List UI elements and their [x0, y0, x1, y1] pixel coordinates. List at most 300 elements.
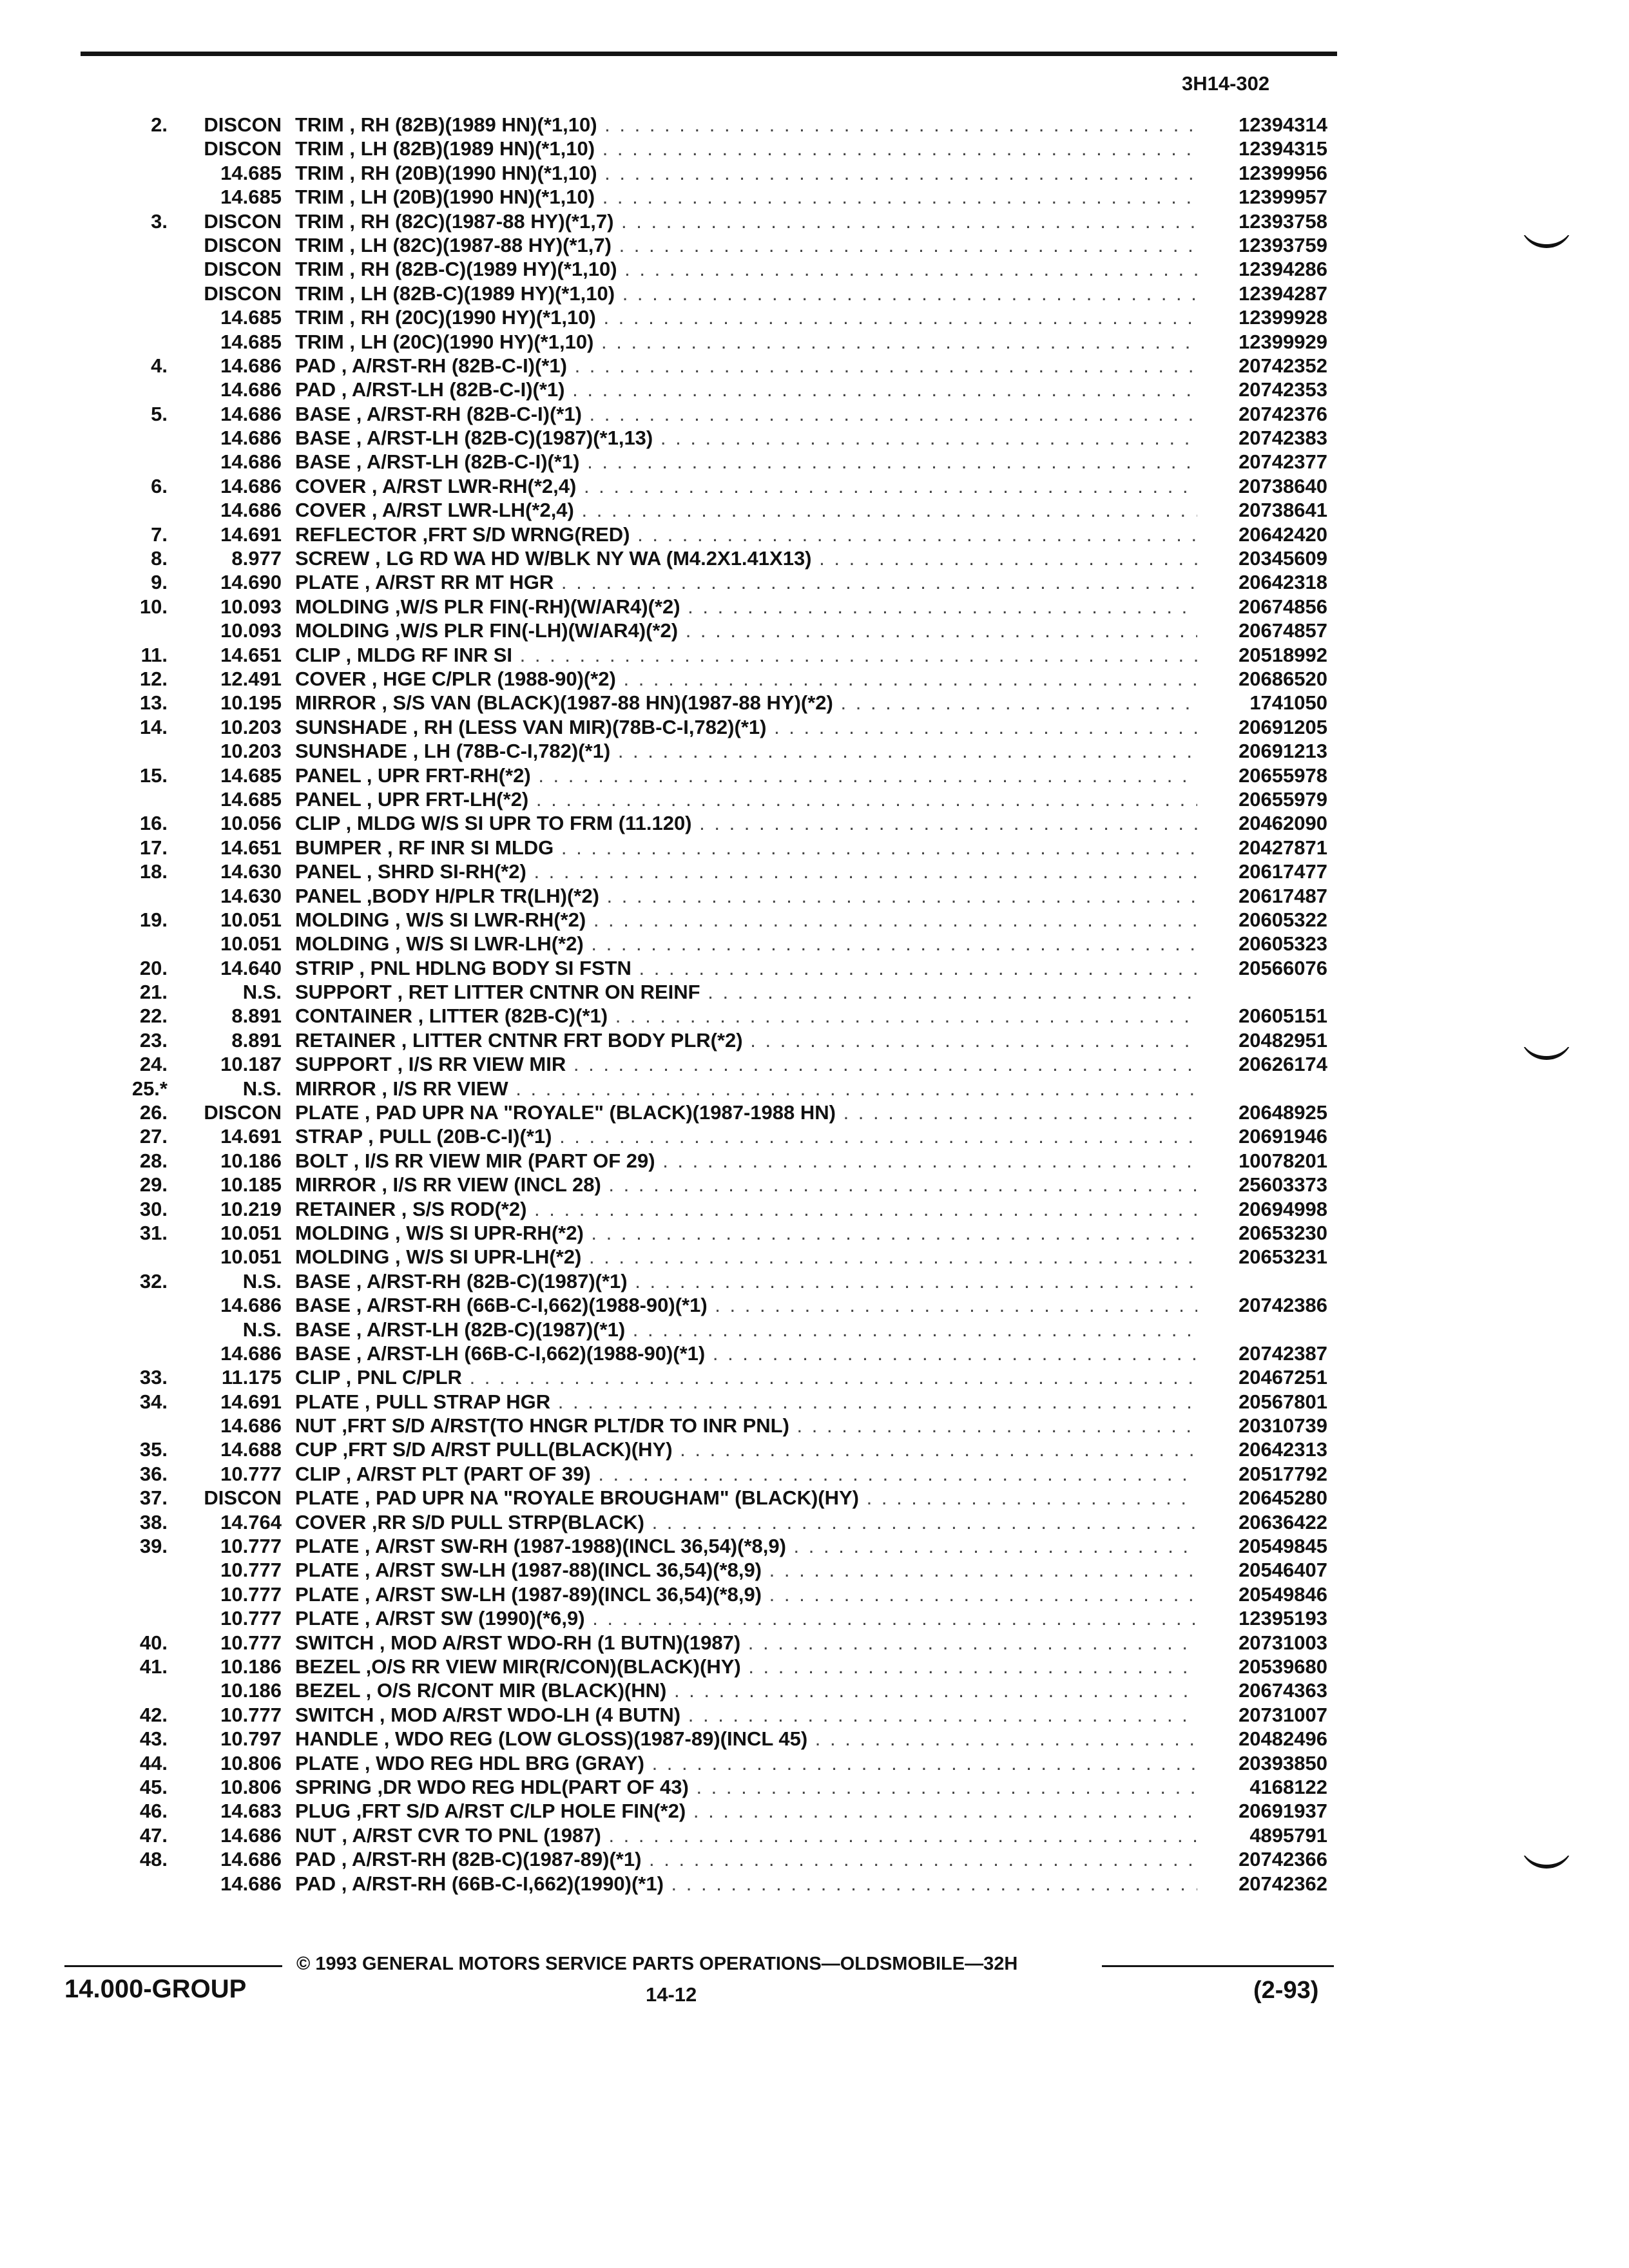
part-description: PLUG ,FRT S/D A/RST C/LP HOLE FIN(*2) . . . [295, 1799, 1197, 1823]
part-description: SUNSHADE , RH (LESS VAN MIR)(78B-C-I,782)(*1) . . . [295, 715, 1197, 739]
part-description: SWITCH , MOD A/RST WDO-RH (1 BUTN)(1987) . . . [295, 1631, 1197, 1655]
part-number: 12393759 [1239, 233, 1327, 256]
ref-number: 15. [139, 764, 168, 787]
group-number: 14.686 [220, 474, 282, 497]
part-description: BEZEL ,O/S RR VIEW MIR(R/CON)(BLACK)(HY) . . . [295, 1655, 1197, 1678]
ref-number: 6. [151, 474, 168, 497]
part-row [0, 1462, 1629, 1486]
part-description: PAD , A/RST-RH (82B-C-I)(*1) . . . [295, 354, 1197, 378]
part-description: BASE , A/RST-RH (66B-C-I,662)(1988-90)(*1) . . . [295, 1293, 1197, 1317]
part-row [0, 595, 1629, 619]
part-row [0, 1823, 1629, 1847]
ref-number: 40. [139, 1631, 168, 1654]
footer-rule [64, 1965, 282, 1967]
group-number: 14.691 [220, 523, 282, 546]
group-number: 8.891 [231, 1004, 282, 1028]
part-description: CLIP , A/RST PLT (PART OF 39) . . . [295, 1462, 1197, 1486]
group-number: 10.777 [220, 1462, 282, 1485]
group-number: 14.685 [220, 186, 282, 209]
part-number: 20742352 [1239, 354, 1327, 377]
part-description: BASE , A/RST-LH (82B-C-I)(*1) . . . [295, 450, 1197, 474]
part-description: TRIM , LH (20B)(1990 HN)(*1,10) . . . [295, 185, 1197, 209]
ref-number: 33. [139, 1366, 168, 1389]
part-description: MOLDING ,W/S PLR FIN(-LH)(W/AR4)(*2) . . . [295, 619, 1197, 642]
part-description: PLATE , A/RST SW-LH (1987-89)(INCL 36,54)(*8,9) . . . [295, 1582, 1197, 1606]
part-description: TRIM , LH (82B)(1989 HN)(*1,10) . . . [295, 137, 1197, 160]
part-number: 20517792 [1239, 1462, 1327, 1485]
group-number: 14.686 [220, 499, 282, 522]
part-number: 20393850 [1239, 1751, 1327, 1774]
ref-number: 24. [139, 1053, 168, 1076]
part-description: MOLDING , W/S SI UPR-LH(*2) . . . [295, 1245, 1197, 1269]
part-number: 20742383 [1239, 427, 1327, 450]
part-row [0, 1534, 1629, 1558]
part-number: 20617487 [1239, 884, 1327, 907]
part-number: 20731007 [1239, 1703, 1327, 1726]
ref-number: 16. [139, 812, 168, 835]
part-row [0, 1173, 1629, 1196]
part-description: TRIM , LH (82C)(1987-88 HY)(*1,7) . . . [295, 233, 1197, 257]
part-number: 20691946 [1239, 1125, 1327, 1148]
part-row [0, 1606, 1629, 1630]
group-number: DISCON [204, 113, 282, 136]
part-row [0, 667, 1629, 691]
ref-number: 37. [139, 1486, 168, 1510]
group-number: 14.686 [220, 1414, 282, 1437]
part-row [0, 523, 1629, 546]
ref-number: 30. [139, 1197, 168, 1220]
group-number: DISCON [204, 258, 282, 281]
part-number: 20691205 [1239, 715, 1327, 738]
part-number: 20549845 [1239, 1535, 1327, 1558]
part-number: 20642420 [1239, 523, 1327, 546]
part-description: MOLDING , W/S SI LWR-RH(*2) . . . [295, 908, 1197, 932]
part-row [0, 233, 1629, 257]
part-description: TRIM , RH (82B-C)(1989 HY)(*1,10) . . . [295, 257, 1197, 281]
part-row [0, 498, 1629, 522]
group-number: 14.685 [220, 330, 282, 353]
part-row [0, 1197, 1629, 1221]
group-number: 14.686 [220, 1341, 282, 1365]
part-number: 20686520 [1239, 667, 1327, 690]
group-number: 14.690 [220, 571, 282, 594]
part-description: MIRROR , I/S RR VIEW (INCL 28) . . . [295, 1173, 1197, 1196]
part-row [0, 884, 1629, 908]
part-row [0, 450, 1629, 474]
top-rule [81, 52, 1337, 56]
part-description: BASE , A/RST-RH (82B-C)(1987)(*1) . . . [295, 1269, 1197, 1293]
part-row [0, 137, 1629, 160]
part-description: SCREW , LG RD WA HD W/BLK NY WA (M4.2X1.41X13) . . . [295, 546, 1197, 570]
part-description: COVER , A/RST LWR-RH(*2,4) . . . [295, 474, 1197, 498]
part-number: 12394314 [1239, 113, 1327, 136]
part-number: 20738641 [1239, 499, 1327, 522]
group-number: 10.777 [220, 1535, 282, 1558]
part-row [0, 1341, 1629, 1365]
group-number: 14.640 [220, 956, 282, 979]
group-number: 8.891 [231, 1028, 282, 1052]
ref-number: 21. [139, 981, 168, 1004]
part-description: PANEL , UPR FRT-RH(*2) . . . [295, 764, 1197, 787]
part-number: 20482496 [1239, 1727, 1327, 1751]
group-number: 10.806 [220, 1775, 282, 1798]
part-description: CONTAINER , LITTER (82B-C)(*1) . . . [295, 1004, 1197, 1028]
part-row [0, 1582, 1629, 1606]
group-number: N.S. [242, 981, 282, 1004]
part-row [0, 787, 1629, 811]
group-number: 10.777 [220, 1703, 282, 1726]
part-description: PAD , A/RST-RH (82B-C)(1987-89)(*1) . . . [295, 1847, 1197, 1871]
ref-number: 31. [139, 1221, 168, 1244]
group-number: 10.056 [220, 812, 282, 835]
group-number: 14.686 [220, 1848, 282, 1871]
part-number: 12393758 [1239, 209, 1327, 233]
part-description: BASE , A/RST-LH (82B-C)(1987)(*1,13) . . . [295, 426, 1197, 450]
part-row [0, 980, 1629, 1004]
part-row [0, 1124, 1629, 1148]
part-number: 1741050 [1249, 691, 1327, 715]
part-description: BASE , A/RST-LH (66B-C-I,662)(1988-90)(*1) . . . [295, 1341, 1197, 1365]
group-number: 10.093 [220, 595, 282, 618]
part-description: COVER ,RR S/D PULL STRP(BLACK) . . . [295, 1510, 1197, 1534]
part-description: CLIP , MLDG W/S SI UPR TO FRM (11.120) . . . [295, 811, 1197, 835]
part-number: 20742362 [1239, 1872, 1327, 1895]
group-number: DISCON [204, 209, 282, 233]
part-row [0, 185, 1629, 209]
part-description: BEZEL , O/S R/CONT MIR (BLACK)(HN) . . . [295, 1678, 1197, 1702]
group-number: 14.686 [220, 378, 282, 401]
part-row [0, 282, 1629, 305]
group-number: 10.051 [220, 932, 282, 956]
part-row [0, 1558, 1629, 1582]
page-number: 14-12 [646, 1983, 697, 2006]
ref-number: 38. [139, 1510, 168, 1533]
group-number: 10.185 [220, 1173, 282, 1196]
part-row [0, 1318, 1629, 1341]
ref-number: 12. [139, 667, 168, 690]
part-number: 20605151 [1239, 1004, 1327, 1028]
part-row [0, 354, 1629, 378]
ref-number: 46. [139, 1800, 168, 1823]
group-number: DISCON [204, 282, 282, 305]
part-number: 20549846 [1239, 1582, 1327, 1606]
part-number: 25603373 [1239, 1173, 1327, 1196]
ref-number: 34. [139, 1390, 168, 1413]
part-row [0, 1004, 1629, 1028]
part-row [0, 1052, 1629, 1076]
part-number: 20655978 [1239, 764, 1327, 787]
part-row [0, 305, 1629, 329]
part-number: 12394287 [1239, 282, 1327, 305]
part-row [0, 908, 1629, 932]
ref-number: 26. [139, 1101, 168, 1124]
ref-number: 45. [139, 1775, 168, 1798]
part-number: 12399929 [1239, 330, 1327, 353]
part-row [0, 426, 1629, 450]
part-row [0, 1510, 1629, 1534]
group-number: 10.051 [220, 908, 282, 931]
ref-number: 39. [139, 1535, 168, 1558]
ref-number: 29. [139, 1173, 168, 1196]
group-number: DISCON [204, 1101, 282, 1124]
part-description: HANDLE , WDO REG (LOW GLOSS)(1987-89)(INCL 45) . . . [295, 1727, 1197, 1751]
part-number: 20648925 [1239, 1101, 1327, 1124]
group-number: 14.686 [220, 427, 282, 450]
ref-number: 35. [139, 1438, 168, 1461]
part-description: SWITCH , MOD A/RST WDO-LH (4 BUTN) . . . [295, 1703, 1197, 1727]
ref-number: 41. [139, 1655, 168, 1678]
part-row [0, 860, 1629, 883]
part-number: 20636422 [1239, 1510, 1327, 1533]
part-number: 20642313 [1239, 1438, 1327, 1461]
part-row [0, 1293, 1629, 1317]
group-label: 14.000-GROUP [64, 1975, 247, 2003]
part-description: RETAINER , S/S ROD(*2) . . . [295, 1197, 1197, 1221]
part-number: 20674857 [1239, 619, 1327, 642]
group-number: DISCON [204, 233, 282, 256]
group-number: 10.187 [220, 1053, 282, 1076]
binder-mark [1521, 235, 1572, 252]
group-number: DISCON [204, 137, 282, 160]
group-number: 10.777 [220, 1631, 282, 1654]
ref-number: 25.* [131, 1077, 168, 1100]
group-number: 10.797 [220, 1727, 282, 1751]
part-row [0, 811, 1629, 835]
part-row [0, 1799, 1629, 1823]
part-description: NUT , A/RST CVR TO PNL (1987) . . . [295, 1823, 1197, 1847]
part-description: TRIM , RH (20B)(1990 HN)(*1,10) . . . [295, 161, 1197, 185]
part-description: BOLT , I/S RR VIEW MIR (PART OF 29) . . . [295, 1149, 1197, 1173]
part-number: 10078201 [1239, 1149, 1327, 1172]
part-description: PLATE , PAD UPR NA "ROYALE BROUGHAM" (BLACK)(HY) . . . [295, 1486, 1197, 1510]
part-row [0, 1727, 1629, 1751]
part-number: 20539680 [1239, 1655, 1327, 1678]
part-row [0, 546, 1629, 570]
part-row [0, 932, 1629, 956]
ref-number: 22. [139, 1004, 168, 1028]
part-row [0, 619, 1629, 642]
part-description: CUP ,FRT S/D A/RST PULL(BLACK)(HY) . . . [295, 1437, 1197, 1461]
part-row [0, 715, 1629, 739]
part-row [0, 739, 1629, 763]
part-row [0, 764, 1629, 787]
binder-mark [1521, 1856, 1572, 1872]
part-number: 20738640 [1239, 474, 1327, 497]
ref-number: 2. [151, 113, 168, 136]
part-number: 12394286 [1239, 258, 1327, 281]
group-number: 8.977 [231, 547, 282, 570]
part-number: 20642318 [1239, 571, 1327, 594]
ref-number: 7. [151, 523, 168, 546]
group-number: 14.685 [220, 787, 282, 811]
part-description: MIRROR , S/S VAN (BLACK)(1987-88 HN)(1987-88 HY)(*2) . . . [295, 691, 1197, 715]
group-number: 14.686 [220, 1872, 282, 1895]
part-row [0, 1245, 1629, 1269]
group-number: 14.688 [220, 1438, 282, 1461]
part-number: 20742376 [1239, 402, 1327, 425]
copyright-notice: © 1993 GENERAL MOTORS SERVICE PARTS OPERATIONS—OLDSMOBILE—32H [296, 1954, 1018, 1974]
part-row [0, 1703, 1629, 1727]
part-description: SUPPORT , I/S RR VIEW MIR . . . [295, 1052, 1197, 1076]
page-code: 3H14-302 [1182, 72, 1270, 95]
part-row [0, 1149, 1629, 1173]
group-number: 10.093 [220, 619, 282, 642]
part-number: 20653230 [1239, 1221, 1327, 1244]
part-description: TRIM , RH (20C)(1990 HY)(*1,10) . . . [295, 305, 1197, 329]
ref-number: 13. [139, 691, 168, 715]
part-description: PLATE , PULL STRAP HGR . . . [295, 1390, 1197, 1414]
part-description: PLATE , A/RST RR MT HGR . . . [295, 570, 1197, 594]
part-description: COVER , HGE C/PLR (1988-90)(*2) . . . [295, 667, 1197, 691]
group-number: 10.186 [220, 1149, 282, 1172]
part-row [0, 1751, 1629, 1775]
ref-number: 27. [139, 1125, 168, 1148]
part-number: 20742377 [1239, 450, 1327, 474]
ref-number: 47. [139, 1823, 168, 1847]
ref-number: 42. [139, 1703, 168, 1726]
part-description: PLATE , A/RST SW (1990)(*6,9) . . . [295, 1606, 1197, 1630]
part-row [0, 956, 1629, 980]
part-row [0, 257, 1629, 281]
part-number: 20427871 [1239, 836, 1327, 859]
part-number: 12399956 [1239, 161, 1327, 184]
group-number: 14.630 [220, 860, 282, 883]
group-number: 14.686 [220, 1294, 282, 1317]
group-number: 14.686 [220, 450, 282, 474]
part-number: 20742353 [1239, 378, 1327, 401]
part-row [0, 1437, 1629, 1461]
group-number: 11.175 [221, 1366, 282, 1389]
ref-number: 32. [139, 1269, 168, 1293]
ref-number: 14. [139, 715, 168, 738]
part-number: 20674363 [1239, 1679, 1327, 1702]
part-description: SUPPORT , RET LITTER CNTNR ON REINF . . . [295, 980, 1197, 1004]
group-number: 14.691 [220, 1125, 282, 1148]
part-description: TRIM , LH (20C)(1990 HY)(*1,10) . . . [295, 330, 1197, 354]
part-row [0, 1077, 1629, 1100]
part-description: PANEL , UPR FRT-LH(*2) . . . [295, 787, 1197, 811]
group-number: N.S. [242, 1318, 282, 1341]
part-row [0, 1775, 1629, 1799]
group-number: 10.051 [220, 1221, 282, 1244]
footer-rule [1102, 1965, 1334, 1967]
group-number: 14.685 [220, 306, 282, 329]
group-number: 14.651 [220, 836, 282, 859]
part-number: 12394315 [1239, 137, 1327, 160]
ref-number: 43. [139, 1727, 168, 1751]
part-description: CLIP , PNL C/PLR . . . [295, 1365, 1197, 1389]
group-number: 10.186 [220, 1655, 282, 1678]
group-number: 10.195 [220, 691, 282, 715]
part-row [0, 1100, 1629, 1124]
part-row [0, 1655, 1629, 1678]
part-row [0, 1365, 1629, 1389]
group-number: 10.051 [220, 1245, 282, 1269]
part-number: 12399957 [1239, 186, 1327, 209]
part-row [0, 1269, 1629, 1293]
ref-number: 9. [151, 571, 168, 594]
part-number: 20742386 [1239, 1294, 1327, 1317]
binder-mark [1521, 1047, 1572, 1064]
part-description: PLATE , WDO REG HDL BRG (GRAY) . . . [295, 1751, 1197, 1775]
group-number: 14.651 [220, 643, 282, 666]
part-description: PANEL , SHRD SI-RH(*2) . . . [295, 860, 1197, 883]
part-row [0, 691, 1629, 715]
ref-number: 36. [139, 1462, 168, 1485]
ref-number: 23. [139, 1028, 168, 1052]
part-number: 20518992 [1239, 643, 1327, 666]
part-description: BASE , A/RST-LH (82B-C)(1987)(*1) . . . [295, 1318, 1197, 1341]
group-number: 14.691 [220, 1390, 282, 1413]
ref-number: 8. [151, 547, 168, 570]
group-number: 14.686 [220, 402, 282, 425]
group-number: 14.764 [220, 1510, 282, 1533]
part-number: 4895791 [1249, 1823, 1327, 1847]
part-number: 20567801 [1239, 1390, 1327, 1413]
group-number: 12.491 [220, 667, 282, 690]
group-number: N.S. [242, 1269, 282, 1293]
part-description: SUNSHADE , LH (78B-C-I,782)(*1) . . . [295, 739, 1197, 763]
part-description: MOLDING ,W/S PLR FIN(-RH)(W/AR4)(*2) . . . [295, 595, 1197, 619]
ref-number: 4. [151, 354, 168, 377]
group-number: 10.219 [220, 1197, 282, 1220]
part-description: MOLDING , W/S SI UPR-RH(*2) . . . [295, 1221, 1197, 1245]
ref-number: 44. [139, 1751, 168, 1774]
part-row [0, 1678, 1629, 1702]
part-description: STRAP , PULL (20B-C-I)(*1) . . . [295, 1124, 1197, 1148]
part-description: PLATE , PAD UPR NA "ROYALE" (BLACK)(1987-1988 HN) . . . [295, 1100, 1197, 1124]
part-description: TRIM , LH (82B-C)(1989 HY)(*1,10) . . . [295, 282, 1197, 305]
part-row [0, 474, 1629, 498]
part-number: 20694998 [1239, 1197, 1327, 1220]
ref-number: 3. [151, 209, 168, 233]
part-row [0, 330, 1629, 354]
part-number: 12399928 [1239, 306, 1327, 329]
ref-number: 5. [151, 402, 168, 425]
part-row [0, 1486, 1629, 1510]
part-row [0, 378, 1629, 401]
part-description: REFLECTOR ,FRT S/D WRNG(RED) . . . [295, 523, 1197, 546]
group-number: 14.685 [220, 161, 282, 184]
part-number: 20310739 [1239, 1414, 1327, 1437]
part-description: MIRROR , I/S RR VIEW . . . [295, 1077, 1197, 1100]
part-row [0, 1028, 1629, 1052]
part-row [0, 1390, 1629, 1414]
part-number: 20691937 [1239, 1800, 1327, 1823]
group-number: DISCON [204, 1486, 282, 1510]
part-description: BASE , A/RST-RH (82B-C-I)(*1) . . . [295, 402, 1197, 426]
part-number: 20731003 [1239, 1631, 1327, 1654]
part-description: RETAINER , LITTER CNTNR FRT BODY PLR(*2) . . . [295, 1028, 1197, 1052]
date-code: (2-93) [1253, 1977, 1319, 2004]
part-number: 20546407 [1239, 1559, 1327, 1582]
group-number: 10.777 [220, 1582, 282, 1606]
part-description: SPRING ,DR WDO REG HDL(PART OF 43) . . . [295, 1775, 1197, 1799]
group-number: N.S. [242, 1077, 282, 1100]
part-number: 20467251 [1239, 1366, 1327, 1389]
ref-number: 17. [139, 836, 168, 859]
part-row [0, 209, 1629, 233]
part-number: 20626174 [1239, 1053, 1327, 1076]
part-number: 20605322 [1239, 908, 1327, 931]
part-number: 20462090 [1239, 812, 1327, 835]
part-description: COVER , A/RST LWR-LH(*2,4) . . . [295, 498, 1197, 522]
part-row [0, 570, 1629, 594]
part-row [0, 1221, 1629, 1245]
group-number: 14.685 [220, 764, 282, 787]
part-row [0, 1847, 1629, 1871]
part-description: CLIP , MLDG RF INR SI . . . [295, 643, 1197, 667]
